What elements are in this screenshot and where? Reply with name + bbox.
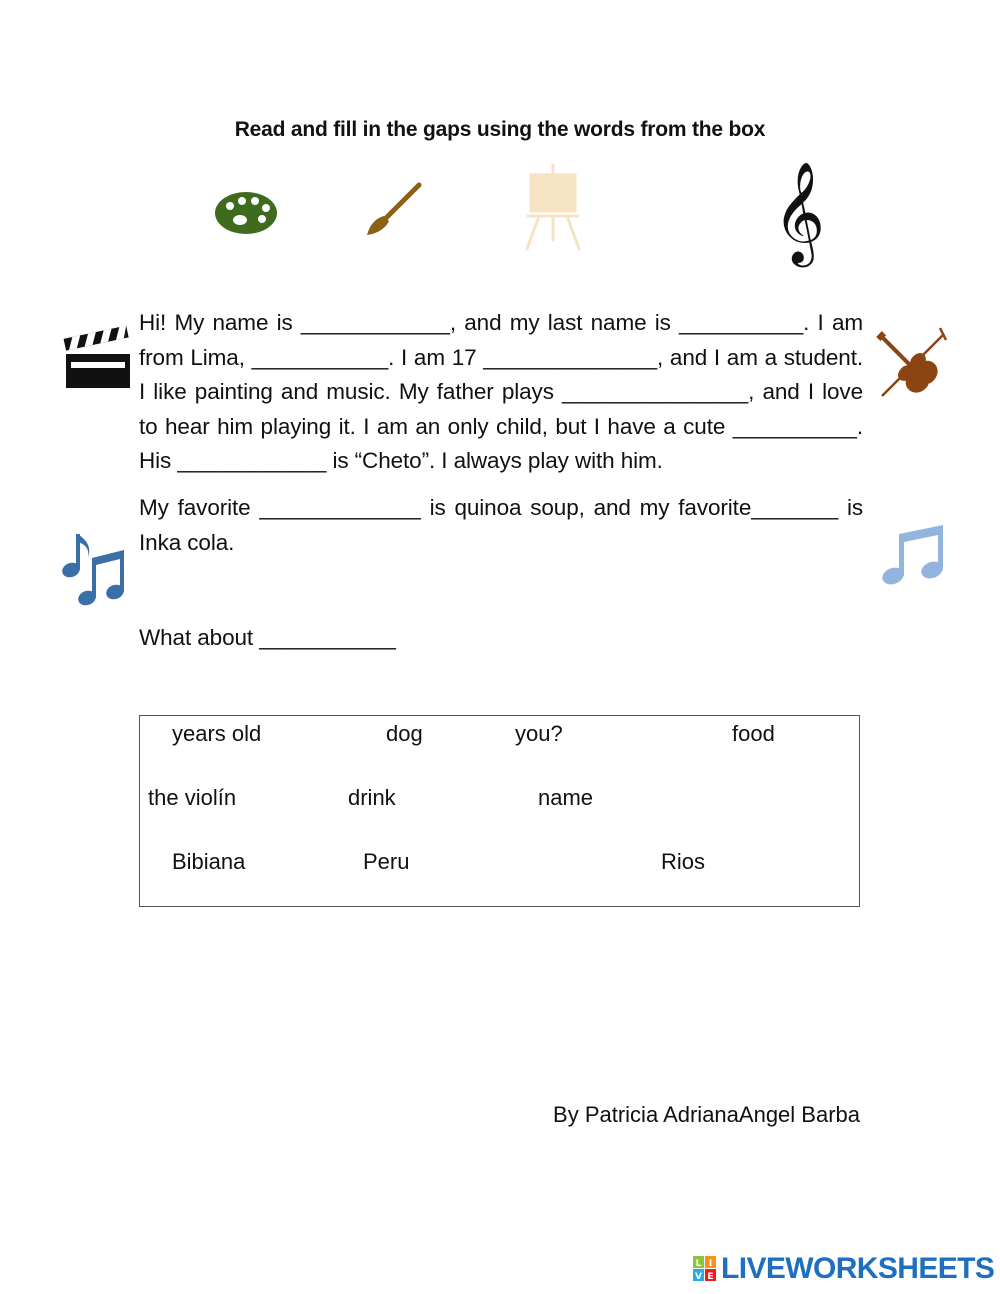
worksheet-title: Read and fill in the gaps using the words from the box	[234, 118, 766, 141]
word-food: food	[732, 721, 775, 746]
word-bibiana: Bibiana	[172, 849, 246, 874]
music-note-icon	[880, 522, 948, 590]
paragraph-favorites: My favorite _____________ is quinoa soup, and my favorite_______ is Inka cola.	[139, 495, 863, 555]
word-drink: drink	[348, 785, 396, 810]
clapperboard-icon	[63, 328, 133, 390]
liveworksheets-logo	[693, 1254, 994, 1284]
easel-icon	[524, 162, 582, 252]
word-dog: dog	[386, 721, 423, 746]
svg-text:E: E	[707, 1272, 714, 1282]
word-you: you?	[515, 721, 563, 746]
music-notes-icon	[60, 532, 128, 608]
palette-icon	[214, 189, 280, 237]
palette-body	[215, 192, 277, 234]
svg-text:I: I	[708, 1259, 713, 1269]
violin-icon	[866, 322, 950, 404]
word-the-violin: the violín	[148, 785, 237, 810]
svg-text:𝄞: 𝄞	[772, 160, 826, 263]
svg-text:V: V	[695, 1272, 702, 1282]
author-credit: By Patricia AdrianaAngel Barba	[553, 1102, 860, 1127]
paintbrush-icon	[364, 182, 422, 238]
svg-text:L: L	[695, 1259, 702, 1269]
word-peru: Peru	[363, 849, 410, 874]
liveworksheets-brand-text: LIVEWORKSHEETS	[721, 1252, 995, 1285]
treble-clef-icon	[772, 160, 826, 263]
paragraph-intro: Hi! My name is ____________, and my last name is __________. I am from Lima, ___________. I am 17 ______________, and I am a student. I like painting and music. My father plays _______________, and I love to hear him playing it. I am an only child, but I have a cute __________. His ____________ is “Cheto”. I always play with him.	[139, 310, 863, 473]
liveworksheets-logo-mark	[693, 1256, 717, 1282]
word-rios: Rios	[661, 849, 706, 874]
word-years-old: years old	[172, 721, 262, 746]
paragraph-question: What about ___________	[139, 625, 396, 650]
word-box	[139, 715, 860, 907]
word-name: name	[538, 785, 594, 810]
